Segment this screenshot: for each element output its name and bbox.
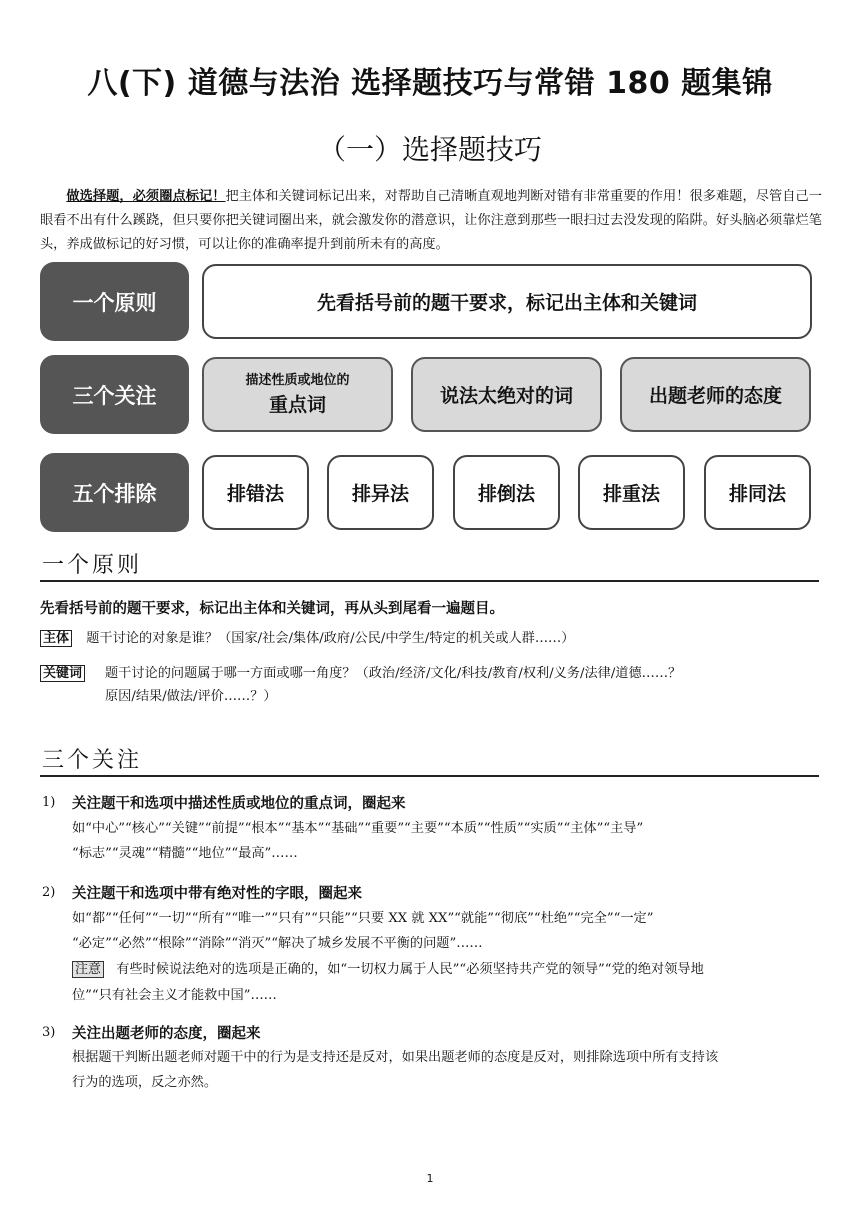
focus-box-keywords — [202, 357, 393, 432]
subject-text: 题干讨论的对象是谁？（国家/社会/集体/政府/公民/中学生/特定的机关或人群……） — [86, 631, 575, 646]
keyword-tag-wrap — [40, 661, 85, 686]
exclude-item: 排重法 — [602, 483, 660, 505]
item1-line1: 如“中心”“核心”“关键”“前提”“根本”“基本”“基础”“重要”“主要”“本质”“性质”“实质”“主体”“主导” — [72, 821, 644, 836]
item2-number: 2) — [42, 885, 56, 900]
item2-note-line1: 有些时候说法绝对的选项是正确的，如“一切权力属于人民”“必须坚持共产党的领导”“党的绝对领导地 — [116, 962, 704, 977]
section1-heading: 一个原则 — [42, 553, 143, 578]
subject-row — [40, 626, 574, 651]
exclude-item: 排同法 — [728, 483, 786, 505]
exclude-item: 排倒法 — [477, 483, 535, 505]
item2-note-line1-wrap — [72, 957, 704, 982]
keyword-line1: 题干讨论的问题属于哪一方面或哪一角度？（政治/经济/文化/科技/教育/权利/义务/法律/道德……？ — [105, 666, 682, 681]
section1-lead: 先看括号前的题干要求，标记出主体和关键词，再从头到尾看一遍题目。 — [40, 601, 504, 617]
section1-rule — [40, 580, 819, 582]
focus-box-attitude-text: 出题老师的态度 — [648, 385, 782, 407]
exclude-label: 五个排除 — [72, 481, 157, 506]
focus-box-keywords-small: 描述性质或地位的 — [245, 372, 350, 388]
item1-line2: “标志”“灵魂”“精髓”“地位”“最高”…… — [72, 846, 298, 861]
item1-number: 1) — [42, 795, 56, 810]
exclude-box-1 — [202, 455, 309, 530]
principle-box — [202, 264, 812, 339]
subject-tag: 主体 — [40, 630, 72, 647]
note-tag: 注意 — [72, 961, 104, 978]
section-subtitle: （一）选择题技巧 — [317, 133, 542, 166]
keyword-tag: 关键词 — [40, 665, 85, 682]
exclude-item: 排错法 — [226, 483, 284, 505]
focus-box-absolute-text: 说法太绝对的词 — [439, 385, 573, 407]
focus-label: 三个关注 — [72, 383, 157, 408]
section2-rule — [40, 775, 819, 777]
exclude-box-5 — [704, 455, 811, 530]
item2-line1: 如“都”“任何”“一切”“所有”“唯一”“只有”“只能”“只要 XX 就 XX”“就能”“彻底”“杜绝”“完全”“一定” — [72, 911, 654, 926]
section2-heading: 三个关注 — [42, 748, 143, 773]
exclude-box-4 — [578, 455, 685, 530]
exclude-box-3 — [453, 455, 560, 530]
exclude-box-2 — [327, 455, 434, 530]
item3-number: 3) — [42, 1025, 56, 1040]
item3-line2: 行为的选项，反之亦然。 — [72, 1075, 218, 1090]
page-title: 八(下) 道德与法治 选择题技巧与常错 180 题集锦 — [87, 66, 773, 101]
focus-box-absolute — [411, 357, 602, 432]
item1-title: 关注题干和选项中描述性质或地位的重点词，圈起来 — [72, 796, 406, 812]
exclude-item: 排异法 — [351, 483, 409, 505]
item2-note-line2: 位”“只有社会主义才能救中国”…… — [72, 988, 277, 1003]
principle-label-box — [40, 262, 189, 341]
keyword-line2: 原因/结果/做法/评价……？） — [105, 689, 277, 704]
principle-text: 先看括号前的题干要求，标记出主体和关键词 — [316, 292, 697, 314]
focus-box-keywords-big: 重点词 — [268, 393, 326, 416]
item2-line2: “必定”“必然”“根除”“消除”“消灭”“解决了城乡发展不平衡的问题”…… — [72, 936, 483, 951]
intro-bold-lead: 做选择题，必须圈点标记！ — [66, 189, 226, 204]
intro-text: 把主体和关键词标记出来，对帮助自己清晰直观地判断对错有非常重要的作用！很多难题，尽管自己一眼看不出有什么蹊跷，但只要你把关键词圈出来，就会激发你的潜意识，让你注意到那些一眼扫过去没发现的陷阱。好头脑必须靠烂笔头，养成做标记的好习惯，可以让你的准确率提升到前所未有的高度。 — [40, 189, 822, 252]
principle-label: 一个原则 — [72, 290, 157, 315]
item3-title: 关注出题老师的态度，圈起来 — [72, 1026, 261, 1042]
page-number: 1 — [426, 1172, 434, 1185]
item3-line1: 根据题干判断出题老师对题干中的行为是支持还是反对，如果出题老师的态度是反对，则排除选项中所有支持该 — [72, 1050, 719, 1065]
exclude-label-box — [40, 453, 189, 532]
item2-title: 关注题干和选项中带有绝对性的字眼，圈起来 — [72, 886, 362, 902]
focus-box-attitude — [620, 357, 811, 432]
focus-label-box — [40, 355, 189, 434]
intro-paragraph — [40, 185, 822, 257]
